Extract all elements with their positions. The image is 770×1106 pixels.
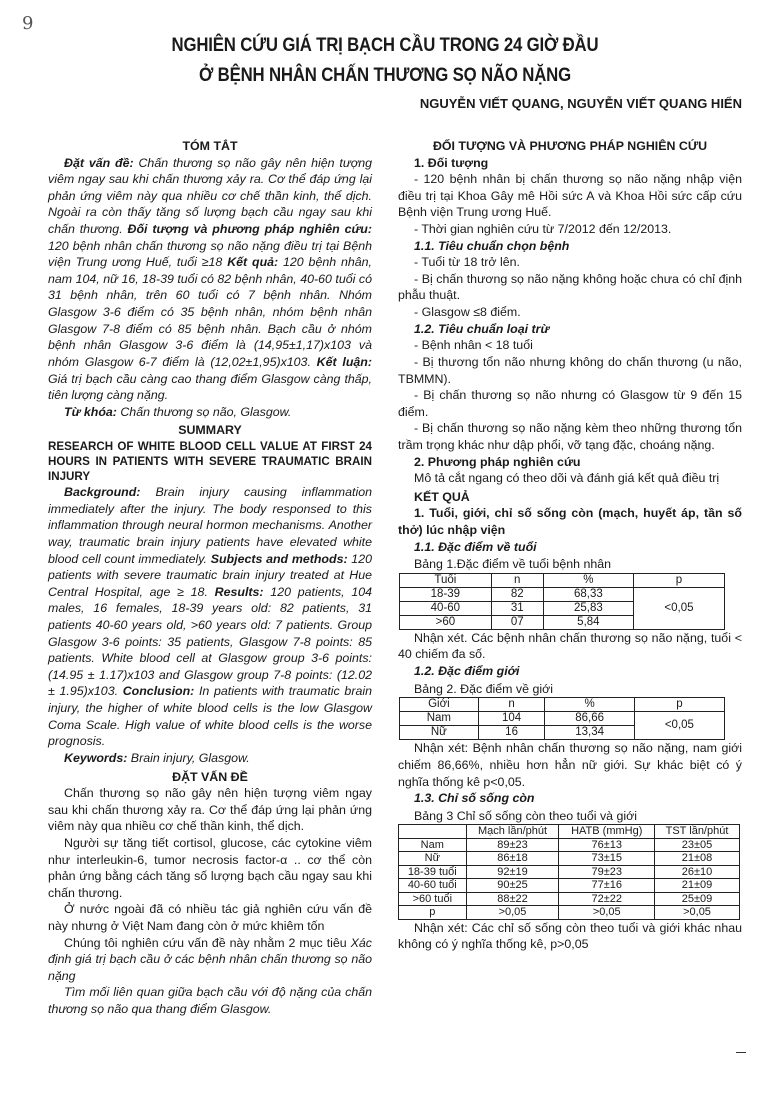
- table-header-row: [400, 573, 725, 587]
- table-cell: 79±23: [559, 865, 655, 879]
- table-cell: Nam: [399, 838, 467, 852]
- intro-paragraph: [48, 935, 372, 985]
- table-cell: 26±10: [655, 865, 740, 879]
- table-note: Nhận xét. Các bệnh nhân chấn thương sọ não nặng, tuổi < 40 chiếm đa số.: [398, 630, 742, 662]
- table-cell: 25,83: [543, 601, 633, 615]
- abstract-text: In patients with traumatic brain injury, the higher of white blood cells is the low Glasgow Coma Scale. High value of white blood cells is the worse prognosis.: [48, 684, 372, 749]
- table-cell: 25±09: [655, 892, 740, 906]
- abstract-label: Đối tượng và phương pháp nghiên cứu:: [127, 222, 372, 237]
- body-paragraph: - Bị chấn thương sọ não nặng không hoặc chưa có chỉ định phẫu thuật.: [398, 271, 742, 303]
- table-cell: 21±09: [655, 879, 740, 893]
- subsection-heading: 1.1. Tiêu chuẩn chọn bệnh: [414, 238, 570, 253]
- table-caption: Bảng 1.Đặc điểm về tuổi bệnh nhân: [414, 557, 612, 572]
- table-header: p: [634, 698, 724, 712]
- body-paragraph: - 120 bệnh nhân bị chấn thương sọ não nặng nhập viện điều trị tại Khoa Gây mê Hồi sức A và Khoa Hồi sức cấp cứu Bệnh viện Trung ương Huế.: [398, 172, 742, 220]
- table-cell: 21±08: [655, 852, 740, 866]
- keywords-label: Keywords:: [64, 750, 128, 765]
- article-title: [54, 30, 716, 90]
- table-cell: 72±22: [559, 892, 655, 906]
- abstract-label: Kết quả:: [227, 255, 279, 270]
- table-row: [399, 892, 740, 906]
- table-cell: 73±15: [559, 852, 655, 866]
- intro-objective: Xác định giá trị bạch cầu ở các bệnh nhân chấn thương sọ não nặng: [48, 935, 372, 983]
- subsection-heading: 1.3. Chỉ số sống còn: [414, 791, 535, 806]
- table-cell: 40-60: [400, 601, 492, 615]
- intro-paragraph: Người sự tăng tiết cortisol, glucose, các cytokine viêm như interleukin-6, tumor necrosis factor-α .. cơ thể còn phản ứng bằng cách tăng số lượng bạch cầu ngay sau khi chấn thương.: [48, 835, 372, 900]
- body-paragraph: - Thời gian nghiên cứu từ 7/2012 đến 12/2013.: [414, 222, 672, 237]
- table-cell: 31: [491, 601, 543, 615]
- table-header: Tuổi: [400, 573, 492, 587]
- abstract-text: 120 bệnh nhân chấn thương sọ não nặng điều trị tại Bệnh viện Trung ương Huế, tuổi ≥18: [48, 238, 372, 270]
- abstract-en: [48, 484, 372, 750]
- gender-table: [399, 697, 725, 740]
- table-cell: 16: [478, 726, 545, 740]
- table-row: [399, 879, 740, 893]
- table-cell: 77±16: [559, 879, 655, 893]
- intro-heading: ĐẶT VẤN ĐỀ: [172, 769, 248, 784]
- table-header: %: [545, 698, 634, 712]
- body-paragraph: - Bị thương tổn não nhưng không do chấn thương (u não, TBMMN).: [398, 354, 742, 386]
- table-cell: 82: [491, 587, 543, 601]
- table-row: [399, 838, 740, 852]
- table-header: [399, 825, 467, 839]
- table-cell: 07: [491, 615, 543, 629]
- table-row: [400, 587, 725, 601]
- table-cell: 92±19: [466, 865, 559, 879]
- table-cell: 13,34: [545, 726, 634, 740]
- subsection-heading: 1.1. Đặc điểm về tuổi: [414, 539, 537, 554]
- abstract-label: Đặt vấn đề:: [64, 155, 134, 170]
- body-paragraph: - Tuổi từ 18 trở lên.: [414, 255, 520, 270]
- table-cell: Nữ: [399, 852, 467, 866]
- table-cell: Nam: [400, 712, 479, 726]
- title-line-2: Ở BỆNH NHÂN CHẤN THƯƠNG SỌ NÃO NẶNG: [199, 64, 571, 86]
- left-column: [48, 136, 372, 1018]
- table-row: [400, 712, 725, 726]
- results-heading: KẾT QUẢ: [414, 489, 470, 504]
- abstract-text: 120 bệnh nhân, nam 104, nữ 16, 18-39 tuổi có 82 bệnh nhân, 40-60 tuổi có 31 bệnh nhân, trên 60 tuổi có 7 bệnh nhân. Nhóm Glasgow 3-6 điểm có 35 bệnh nhân, nhóm bệnh nhân Glasgow 7-8 điểm có 85 bệnh nhân. Bạch cầu ở nhóm bệnh nhân Glasgow 3-6 điểm là (14,95±1,17)x103 và nhóm Glasgow 6-7 điểm là (12,02±1,95)x103.: [48, 255, 372, 369]
- table-cell: 18-39 tuổi: [399, 865, 467, 879]
- table-cell: >0,05: [466, 906, 559, 920]
- table-header: Giới: [400, 698, 479, 712]
- abstract-heading: TÓM TẮT: [182, 139, 238, 153]
- table-cell: 104: [478, 712, 545, 726]
- abstract-label: Results:: [214, 584, 264, 599]
- title-line-1: NGHIÊN CỨU GIÁ TRỊ BẠCH CẦU TRONG 24 GIỜ ĐẦU: [171, 34, 599, 56]
- table-cell: >0,05: [559, 906, 655, 920]
- table-cell-p: <0,05: [634, 712, 724, 740]
- table-caption: Bảng 2. Đặc điểm về giới: [414, 681, 553, 696]
- abstract-text: Brain injury causing inflammation immediately after the injury. The body responsed to this inflammation through neural hormon mechanisms. Another way, traumatic brain injury patients have elevated white blood cell count immediately.: [48, 485, 372, 566]
- table-header: p: [633, 573, 724, 587]
- table-cell: 23±05: [655, 838, 740, 852]
- intro-paragraph: Chấn thương sọ não gây nên hiện tượng viêm ngay sau khi chấn thương xảy ra. Cơ thể đáp ứng lại phản ứng viêm này qua nhiều cơ chế thần kinh, thể dịch.: [48, 786, 372, 834]
- right-column: [398, 136, 742, 953]
- body-paragraph: - Bệnh nhân < 18 tuổi: [414, 338, 533, 353]
- abstract-vn: [48, 155, 372, 404]
- table-note: Nhận xét: Bệnh nhân chấn thương sọ não nặng, nam giới chiếm 86,66%, nhiều hơn hẳn nữ giới. Sự khác biệt có ý nghĩa thống kê p<0,05.: [398, 741, 742, 789]
- section-heading: 2. Phương pháp nghiên cứu: [414, 454, 581, 469]
- subsection-heading: 1.2. Đặc điểm giới: [414, 664, 520, 679]
- methods-heading: ĐỐI TƯỢNG VÀ PHƯƠNG PHÁP NGHIÊN CỨU: [432, 139, 708, 153]
- table-cell: >0,05: [655, 906, 740, 920]
- abstract-label: Background:: [64, 485, 141, 500]
- table-cell: 89±23: [466, 838, 559, 852]
- table-cell: Nữ: [400, 726, 479, 740]
- table-cell: 5,84: [543, 615, 633, 629]
- table-header-row: [399, 825, 740, 839]
- table-cell: 86±18: [466, 852, 559, 866]
- table-cell: >60 tuổi: [399, 892, 467, 906]
- table-cell: 88±22: [466, 892, 559, 906]
- table-header: HATB (mmHg): [559, 825, 655, 839]
- table-header: n: [491, 573, 543, 587]
- intro-paragraph: Tìm mối liên quan giữa bạch cầu với độ nặng của chấn thương sọ não qua thang điểm Glasgow.: [48, 985, 372, 1017]
- table-header: n: [478, 698, 545, 712]
- table-row: [399, 906, 740, 920]
- table-cell: 86,66: [545, 712, 634, 726]
- abstract-label: Subjects and methods:: [210, 551, 348, 566]
- table-header-row: [400, 698, 725, 712]
- table-cell: 18-39: [400, 587, 492, 601]
- section-heading: 1. Tuổi, giới, chỉ số sống còn (mạch, huyết áp, tần số thở) lúc nhập viện: [398, 506, 742, 538]
- abstract-text: 120 patients with severe traumatic brain injury treated at Hue Central Hospital, age ≥ 18.: [48, 551, 372, 599]
- table-cell: 40-60 tuổi: [399, 879, 467, 893]
- table-caption: Bảng 3 Chỉ số sống còn theo tuổi và giới: [414, 808, 638, 823]
- table-row: [399, 865, 740, 879]
- keywords-text: Chấn thương sọ não, Glasgow.: [116, 404, 292, 419]
- page-mark: 9: [22, 13, 34, 34]
- age-table: [399, 573, 725, 630]
- authors: NGUYỄN VIẾT QUANG, NGUYỄN VIẾT QUANG HIỂN: [419, 96, 742, 111]
- body-paragraph: - Bị chấn thương sọ não nặng kèm theo những thương tổn trầm trọng khác như dập phổi, vỡ tạng đặc, choáng nặng.: [398, 421, 742, 452]
- body-paragraph: - Bị chấn thương sọ não nhưng có Glasgow từ 9 đến 15 điểm.: [398, 388, 742, 419]
- keywords-text: Brain injury, Glasgow.: [127, 750, 250, 765]
- table-cell: 90±25: [466, 879, 559, 893]
- table-cell: p: [399, 906, 467, 920]
- intro-text: Chúng tôi nghiên cứu vấn đề này nhằm 2 mục tiêu: [64, 935, 351, 950]
- table-cell: >60: [400, 615, 492, 629]
- table-row: [399, 852, 740, 866]
- vital-signs-table: [398, 824, 740, 920]
- abstract-text: Chấn thương sọ não gây nên hiện tượng viêm ngay sau khi chấn thương xảy ra. Cơ thể đáp ứng lại phản ứng viêm này qua nhiều cơ chế thần kinh, thể dịch. Ngoài ra còn thấy tăng số lượng bạch cầu ngay sau khi chấn thương.: [48, 155, 372, 237]
- body-paragraph: - Glasgow ≤8 điểm.: [414, 305, 521, 320]
- abstract-text: 120 patients, 104 males, 16 females, 18-39 years old: 82 patients, 31 patients 40-60 years old, >60 years old: 7 patients. Group Glasgow 3-6 points: 35 patients, Glasgow 7-8 points: 85 patients. White blood cell at Glasgow group 3-6 points: (14.95 ± 1.17)x103 and Glasgow group 7-8 points: (12.02 ± 1.95)x103.: [48, 584, 373, 699]
- abstract-label: Kết luận:: [316, 354, 372, 369]
- keywords-label: Từ khóa:: [64, 404, 117, 419]
- section-heading: 1. Đối tượng: [414, 155, 489, 170]
- keywords-vn: [48, 404, 372, 421]
- table-cell-p: <0,05: [633, 587, 724, 629]
- table-cell: 68,33: [543, 587, 633, 601]
- table-header: Mạch lần/phút: [466, 825, 559, 839]
- keywords-en: [48, 750, 372, 767]
- english-title: RESEARCH OF WHITE BLOOD CELL VALUE AT FIRST 24 HOURS IN PATIENTS WITH SEVERE TRAUMATIC BRAIN INJURY: [48, 439, 372, 484]
- table-note: Nhận xét: Các chỉ số sống còn theo tuổi và giới khác nhau không có ý nghĩa thống kê, p>0,05: [398, 920, 742, 952]
- abstract-label: Conclusion:: [122, 684, 195, 699]
- footer-dash: [736, 1052, 746, 1053]
- summary-heading: SUMMARY: [178, 423, 242, 438]
- subsection-heading: 1.2. Tiêu chuẩn loại trừ: [414, 321, 550, 336]
- body-paragraph: Mô tả cắt ngang có theo dõi và đánh giá kết quả điều trị: [414, 471, 720, 486]
- abstract-text: Giá trị bạch cầu càng cao thang điểm Glasgow càng thấp, tiên lượng càng nặng.: [48, 371, 372, 403]
- table-header: %: [543, 573, 633, 587]
- intro-paragraph: Ở nước ngoài đã có nhiều tác giả nghiên cứu vấn đề này nhưng ở Việt Nam đang còn ở mức khiêm tốn: [48, 902, 372, 933]
- table-cell: 76±13: [559, 838, 655, 852]
- table-header: TST lần/phút: [655, 825, 740, 839]
